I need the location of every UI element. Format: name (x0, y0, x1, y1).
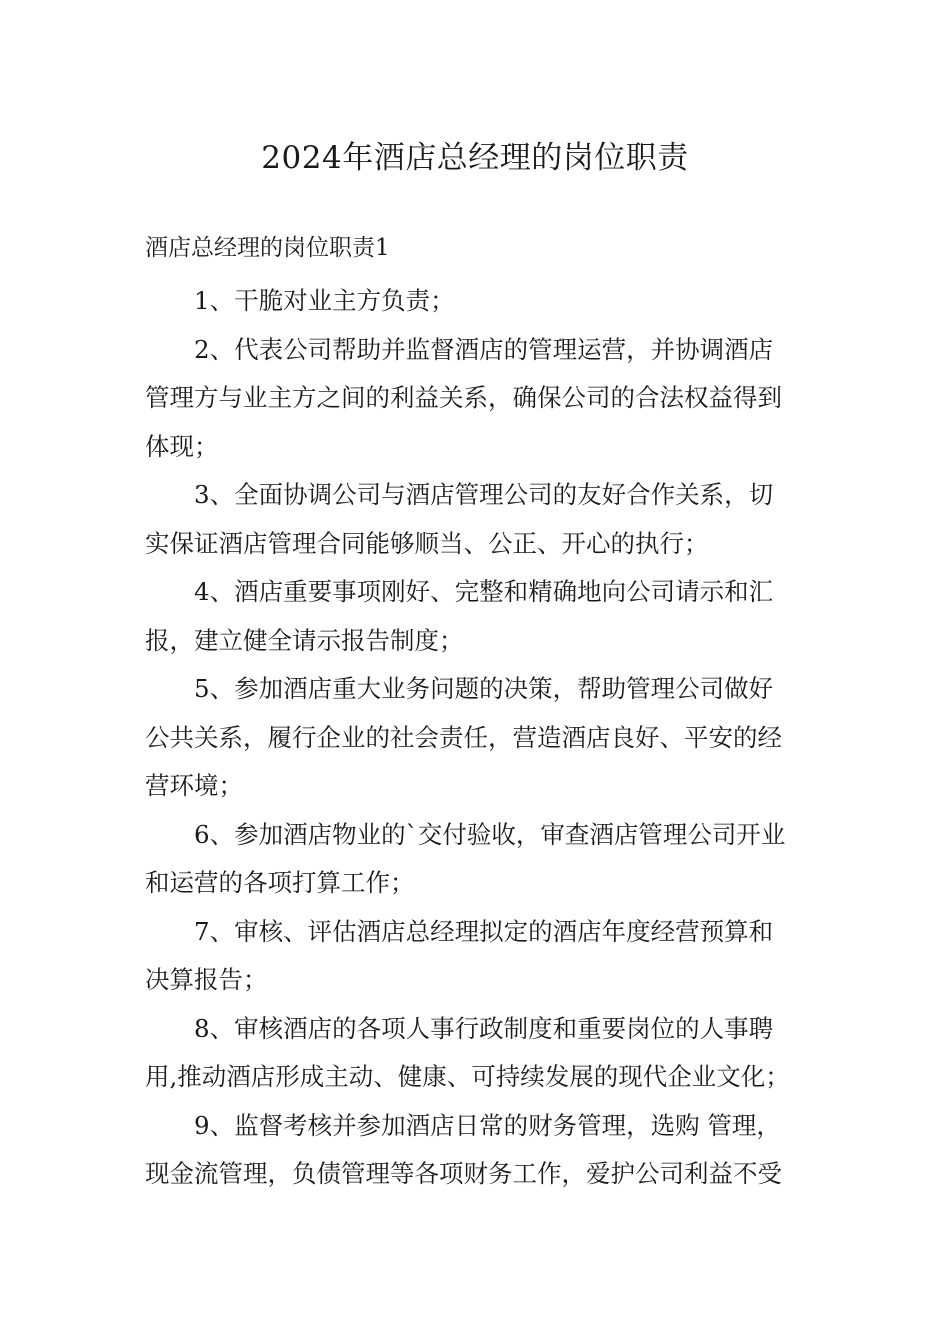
paragraph-line: 管理方与业主方之间的利益关系，确保公司的合法权益得到 (145, 383, 782, 412)
paragraph-line: 9、监督考核并参加酒店日常的财务管理，选购 管理， (194, 1110, 781, 1140)
document-title: 2024年酒店总经理的岗位职责 (261, 140, 689, 176)
paragraph-7 (145, 908, 825, 1005)
document-body (145, 277, 825, 1199)
section-heading: 酒店总经理的岗位职责1 (145, 235, 390, 261)
paragraph-line: 决算报告； (145, 965, 268, 994)
paragraph-line: 5、参加酒店重大业务问题的决策，帮助管理公司做好 (194, 674, 774, 703)
paragraph-line: 实保证酒店管理合同能够顺当、公正、开心的执行； (145, 528, 709, 558)
paragraph-line: 7、审核、评估酒店总经理拟定的酒店年度经营预算和 (194, 916, 774, 946)
paragraph-line: 4、酒店重要事项刚好、完整和精确地向公司请示和汇 (194, 577, 774, 606)
paragraph-1 (145, 277, 825, 326)
paragraph-line: 用,推动酒店形成主动、健康、可持续发展的现代企业文化； (145, 1062, 790, 1091)
paragraph-line: 3、全面协调公司与酒店管理公司的友好合作关系，切 (194, 480, 774, 509)
paragraph-line: 报，建立健全请示报告制度； (145, 625, 464, 655)
paragraph-2 (145, 326, 825, 472)
paragraph-line: 体现； (145, 431, 219, 461)
paragraph-line: 现金流管理，负债管理等各项财务工作，爱护公司利益不受 (145, 1159, 782, 1188)
paragraph-9 (145, 1102, 825, 1199)
paragraph-6 (145, 811, 825, 908)
paragraph-line: 1、干脆对业主方负责； (194, 286, 455, 315)
paragraph-line: 营环境； (145, 771, 243, 800)
paragraph-5 (145, 665, 825, 811)
paragraph-line: 6、参加酒店物业的`交付验收，审查酒店管理公司开业 (194, 819, 786, 849)
paragraph-line: 公共关系，履行企业的社会责任，营造酒店良好、平安的经 (145, 722, 782, 752)
paragraph-line: 8、审核酒店的各项人事行政制度和重要岗位的人事聘 (194, 1013, 774, 1043)
paragraph-line: 和运营的各项打算工作； (145, 868, 415, 897)
paragraph-line: 2、代表公司帮助并监督酒店的管理运营，并协调酒店 (194, 334, 774, 364)
paragraph-3 (145, 471, 825, 568)
paragraph-8 (145, 1005, 825, 1102)
paragraph-4 (145, 568, 825, 665)
